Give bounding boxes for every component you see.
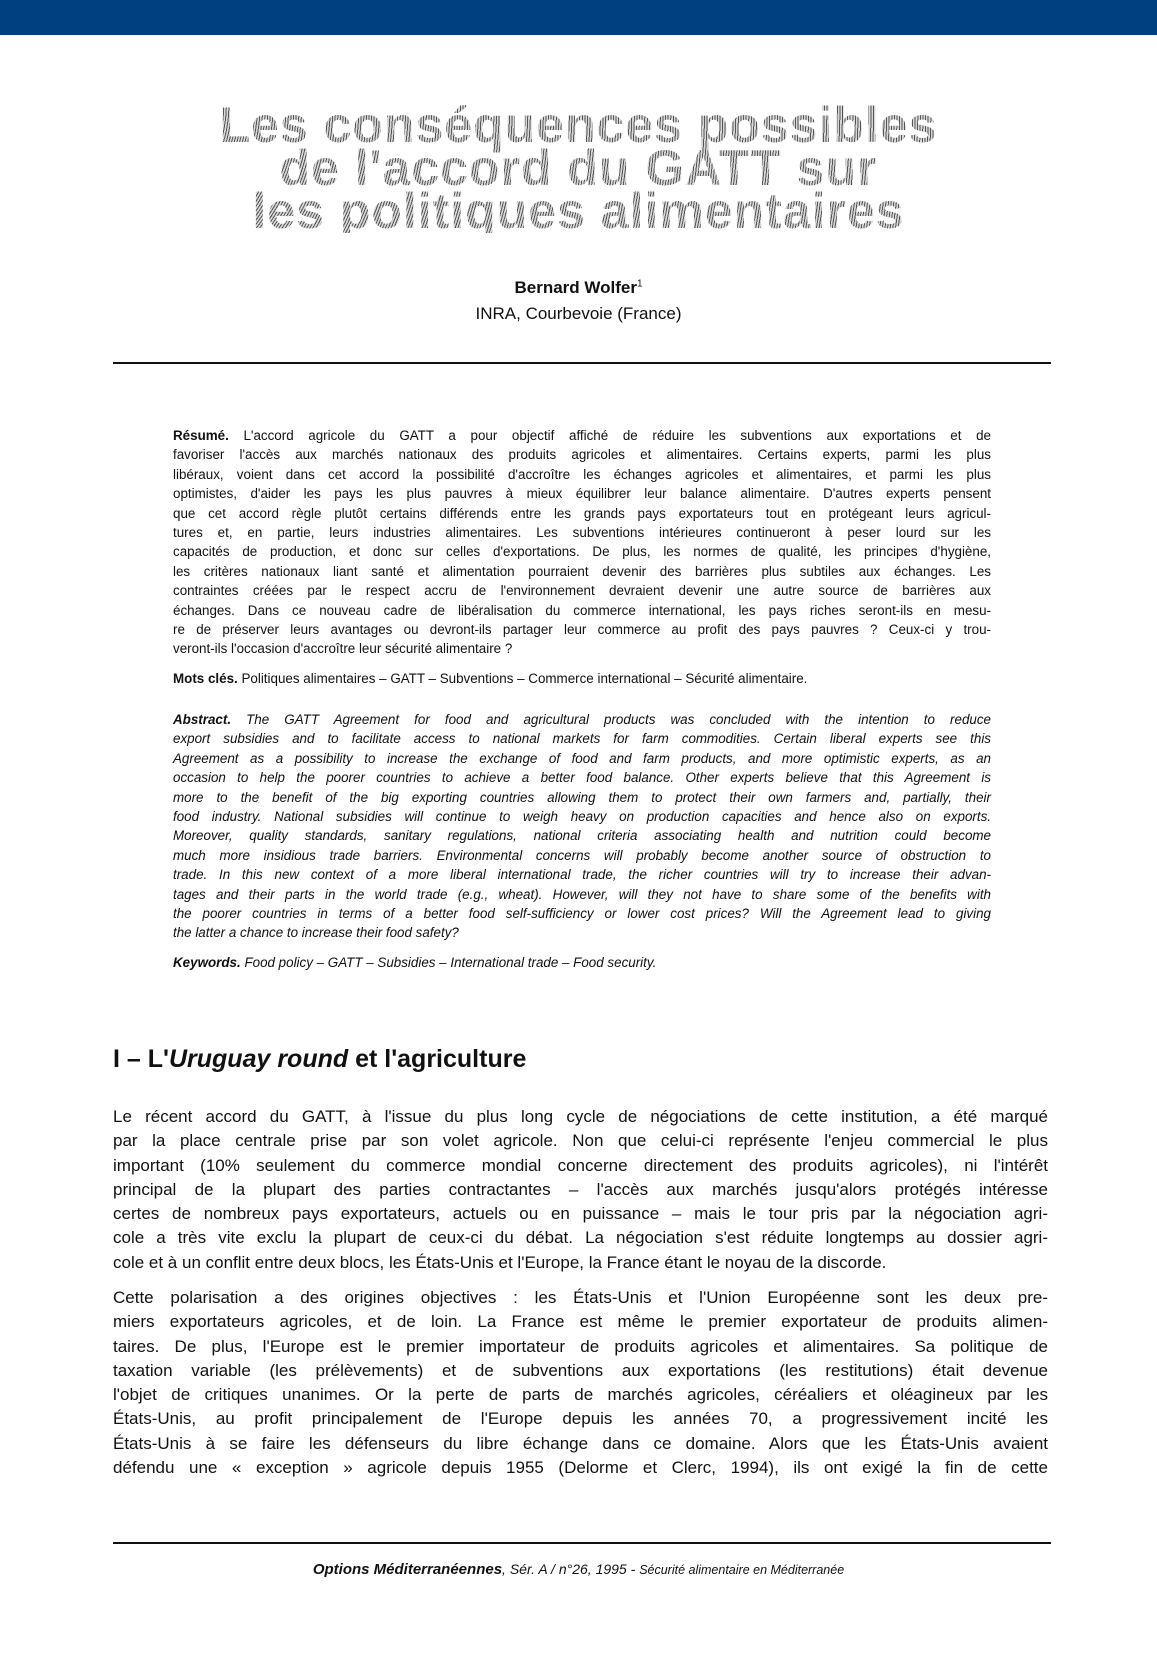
text-line (173, 620, 991, 639)
article-title (100, 97, 1057, 239)
text-line (113, 1432, 1048, 1456)
text-line (173, 426, 991, 445)
line-text: the poorer countries in terms of a better food self-sufficiency or lower cost prices? Will the Agreement lead to giving (173, 906, 991, 922)
text-line (173, 846, 991, 865)
line-text: libéraux, voient dans cet accord la possibilité d'accroître les échanges agricoles et alimentaires, et parmi les plus (173, 466, 991, 482)
text-line (173, 865, 991, 884)
line-text: par la place centrale prise par son volet agricole. Non que celui-ci représente l'enjeu commercial le plus (113, 1131, 1048, 1151)
text-line (113, 1202, 1048, 1226)
top-rule (113, 362, 1051, 364)
title-line: Les conséquences possibles (219, 97, 938, 153)
text-line (113, 1383, 1048, 1407)
line-text: principal de la plupart des parties contractantes – l'accès aux marchés jusqu'alors protégés intéresse (113, 1179, 1048, 1199)
author-affiliation: INRA, Courbevoie (France) (475, 304, 682, 323)
keywords-text: Food policy – GATT – Subsidies – International trade – Food security. (240, 955, 657, 970)
mots-cles (173, 669, 991, 688)
line-text: Agreement as a possibility to increase the exchange of food and farm products, and more optimistic experts, as an (173, 750, 991, 766)
line-text: Moreover, quality standards, sanitary regulations, national criteria associating health and nutrition could become (173, 828, 991, 844)
volume-title: Sécurité alimentaire en Méditerranée (639, 1563, 845, 1577)
text-line (173, 504, 991, 523)
line-text: food industry. National subsidies will continue to weigh heavy on production capacities and hence also on exports. (173, 809, 991, 825)
text-line (113, 1359, 1048, 1383)
title-line: de l'accord du GATT sur (279, 140, 878, 196)
bottom-rule (113, 1542, 1051, 1544)
text-line (113, 1310, 1048, 1334)
text-line (113, 1154, 1048, 1178)
text-line (113, 1456, 1048, 1480)
text-line (173, 788, 991, 807)
text-line (173, 904, 991, 923)
text-line (173, 749, 991, 768)
title-line: les politiques alimentaires (252, 183, 905, 239)
text-line (113, 1251, 1048, 1275)
line-text: défendu une « exception » agricole depuis 1955 (Delorme et Clerc, 1994), ils ont exigé la fin de cette (113, 1458, 1048, 1478)
line-text: favoriser l'accès aux marchés nationaux des produits agricoles et alimentaires. Certains experts, parmi les plus (173, 447, 991, 463)
text-line (173, 885, 991, 904)
line-text: Le récent accord du GATT, à l'issue du plus long cycle de négociations de cette institution, a été marqué (113, 1107, 1048, 1126)
journal-series: , Sér. A / n°26, 1995 (502, 1561, 627, 1577)
line-text: tages and their parts in the world trade (e.g., wheat). However, will they not have to share some of the benefits with (173, 886, 991, 902)
text-line (113, 1407, 1048, 1431)
line-text: re de préserver leurs avantages ou devront-ils partager leur commerce au profit des pays pauvres ? Ceux-ci y trou- (173, 622, 991, 638)
line-text: optimistes, d'aider les pays les plus pauvres à mieux équilibrer leur balance alimentaire. D'autres experts pensent (173, 486, 991, 502)
line-text: contraintes créées par le respect accru de l'environnement devraient devenir une autre source de barrières aux (173, 583, 991, 599)
line-text: the latter a chance to increase their food safety? (173, 925, 459, 941)
line-text: cole et à un conflit entre deux blocs, les États-Unis et l'Europe, la France étant le noyau de la discorde. (113, 1252, 887, 1272)
line-text: miers exportateurs agricoles, et de loin. La France est même le premier exportateur de produits alimen- (113, 1312, 1048, 1332)
top-color-bar (0, 0, 1157, 35)
line-text: taires. De plus, l'Europe est le premier importateur de produits agricoles et alimentaires. Sa politique de (113, 1336, 1048, 1356)
text-line (173, 581, 991, 600)
text-line (113, 1178, 1048, 1202)
block-label: Abstract. (173, 712, 232, 727)
line-text: échanges. Dans ce nouveau cadre de libéralisation du commerce international, les pays riches seront-ils en mesu- (173, 602, 991, 618)
text-line (113, 1335, 1048, 1359)
text-line (173, 445, 991, 464)
line-text: export subsidies and to facilitate access to national markets for farm commodities. Certain liberal experts see this (173, 731, 991, 747)
line-text: États-Unis, au profit principalement de l'Europe depuis les années 70, a progressivement incité les (113, 1409, 1048, 1429)
text-line (173, 639, 991, 658)
line-text: The GATT Agreement for food and agricultural products was concluded with the intention to reduce (231, 712, 991, 727)
line-text: much more insidious trade barriers. Environmental concerns will probably become another source of obstruction to (173, 847, 991, 863)
section-heading (113, 1045, 526, 1074)
text-line (173, 523, 991, 542)
text-line (173, 465, 991, 484)
line-text: les critères nationaux liant santé et alimentation pourraient devenir des barrières plus subtiles aux échanges. Les (173, 563, 991, 579)
line-text: tures et, en partie, leurs industries alimentaires. Les subventions intérieures continueront à peser lourd sur les (173, 525, 991, 541)
text-line (173, 923, 991, 942)
text-line (173, 710, 991, 729)
text-line (113, 1129, 1048, 1153)
heading-italic: Uruguay round (168, 1045, 349, 1073)
line-text: cole a très vite exclu la plupart de ceux-ci du débat. La négociation s'est réduite longtemps au dossier agri- (113, 1228, 1048, 1248)
line-text: taxation variable (les prélèvements) et de subventions aux exportations (les restitutions) était devenue (113, 1360, 1048, 1380)
mots-cles-label: Mots clés. (173, 671, 238, 686)
footer-separator: - (626, 1561, 640, 1577)
text-line (173, 484, 991, 503)
keywords (173, 953, 991, 972)
line-text: capacités de production, et donc sur celles d'exportations. De plus, les normes de qualité, les principes d'hygiène, (173, 544, 991, 560)
text-line (173, 729, 991, 748)
resume-block (173, 426, 991, 659)
text-line (113, 1286, 1048, 1310)
text-line (173, 807, 991, 826)
line-text: États-Unis à se faire les défenseurs du libre échange dans ce domaine. Alors que les États-Unis avaient (113, 1433, 1048, 1453)
line-text: occasion to help the poorer countries to achieve a better food balance. Other experts believe that this Agreement is (173, 770, 991, 786)
author-name-text: Bernard Wolfer (514, 278, 637, 297)
line-text: L'accord agricole du GATT a pour objectif affiché de réduire les subventions aux exportations et de (228, 428, 991, 443)
line-text: more to the benefit of the big exporting countries allowing them to protect their own farmers and, partially, their (173, 789, 991, 805)
text-line (173, 826, 991, 845)
text-line (173, 542, 991, 561)
heading-prefix: I – L' (113, 1045, 169, 1073)
keywords-label: Keywords. (173, 955, 241, 970)
line-text: trade. In this new context of a more liberal international trade, the richer countries will try to increase their advan- (173, 867, 991, 883)
mots-cles-text: Politiques alimentaires – GATT – Subventions – Commerce international – Sécurité alimentaire. (237, 671, 808, 686)
block-label: Résumé. (173, 428, 229, 443)
body-paragraph-1 (113, 1105, 1048, 1275)
line-text: l'objet de critiques unanimes. Or la perte de parts de marchés agricoles, céréaliers et oléagineux par les (113, 1385, 1048, 1405)
text-line (173, 562, 991, 581)
text-line (173, 601, 991, 620)
body-paragraph-2 (113, 1286, 1048, 1480)
page-footer (0, 1561, 1157, 1578)
text-line (113, 1105, 1048, 1129)
journal-name: Options Méditerranéennes (312, 1561, 503, 1578)
line-text: Cette polarisation a des origines objectives : les États-Unis et l'Union Européenne sont les deux pre- (113, 1288, 1048, 1307)
heading-suffix: et l'agriculture (348, 1045, 527, 1073)
line-text: important (10% seulement du commerce mondial concerne directement des produits agricoles), ni l'intérêt (113, 1155, 1048, 1175)
text-line (113, 1226, 1048, 1250)
line-text: certes de nombreux pays exportateurs, actuels ou en puissance – mais le tour pris par la négociation agri- (113, 1204, 1048, 1224)
abstract-block (173, 710, 991, 943)
line-text: que cet accord règle plutôt certains différends entre les grands pays exportateurs tout en protégeant leurs agricul- (173, 505, 991, 521)
author-name (0, 278, 1157, 298)
text-line (173, 768, 991, 787)
line-text: veront-ils l'occasion d'accroître leur sécurité alimentaire ? (173, 641, 513, 657)
footnote-mark: 1 (636, 278, 643, 290)
